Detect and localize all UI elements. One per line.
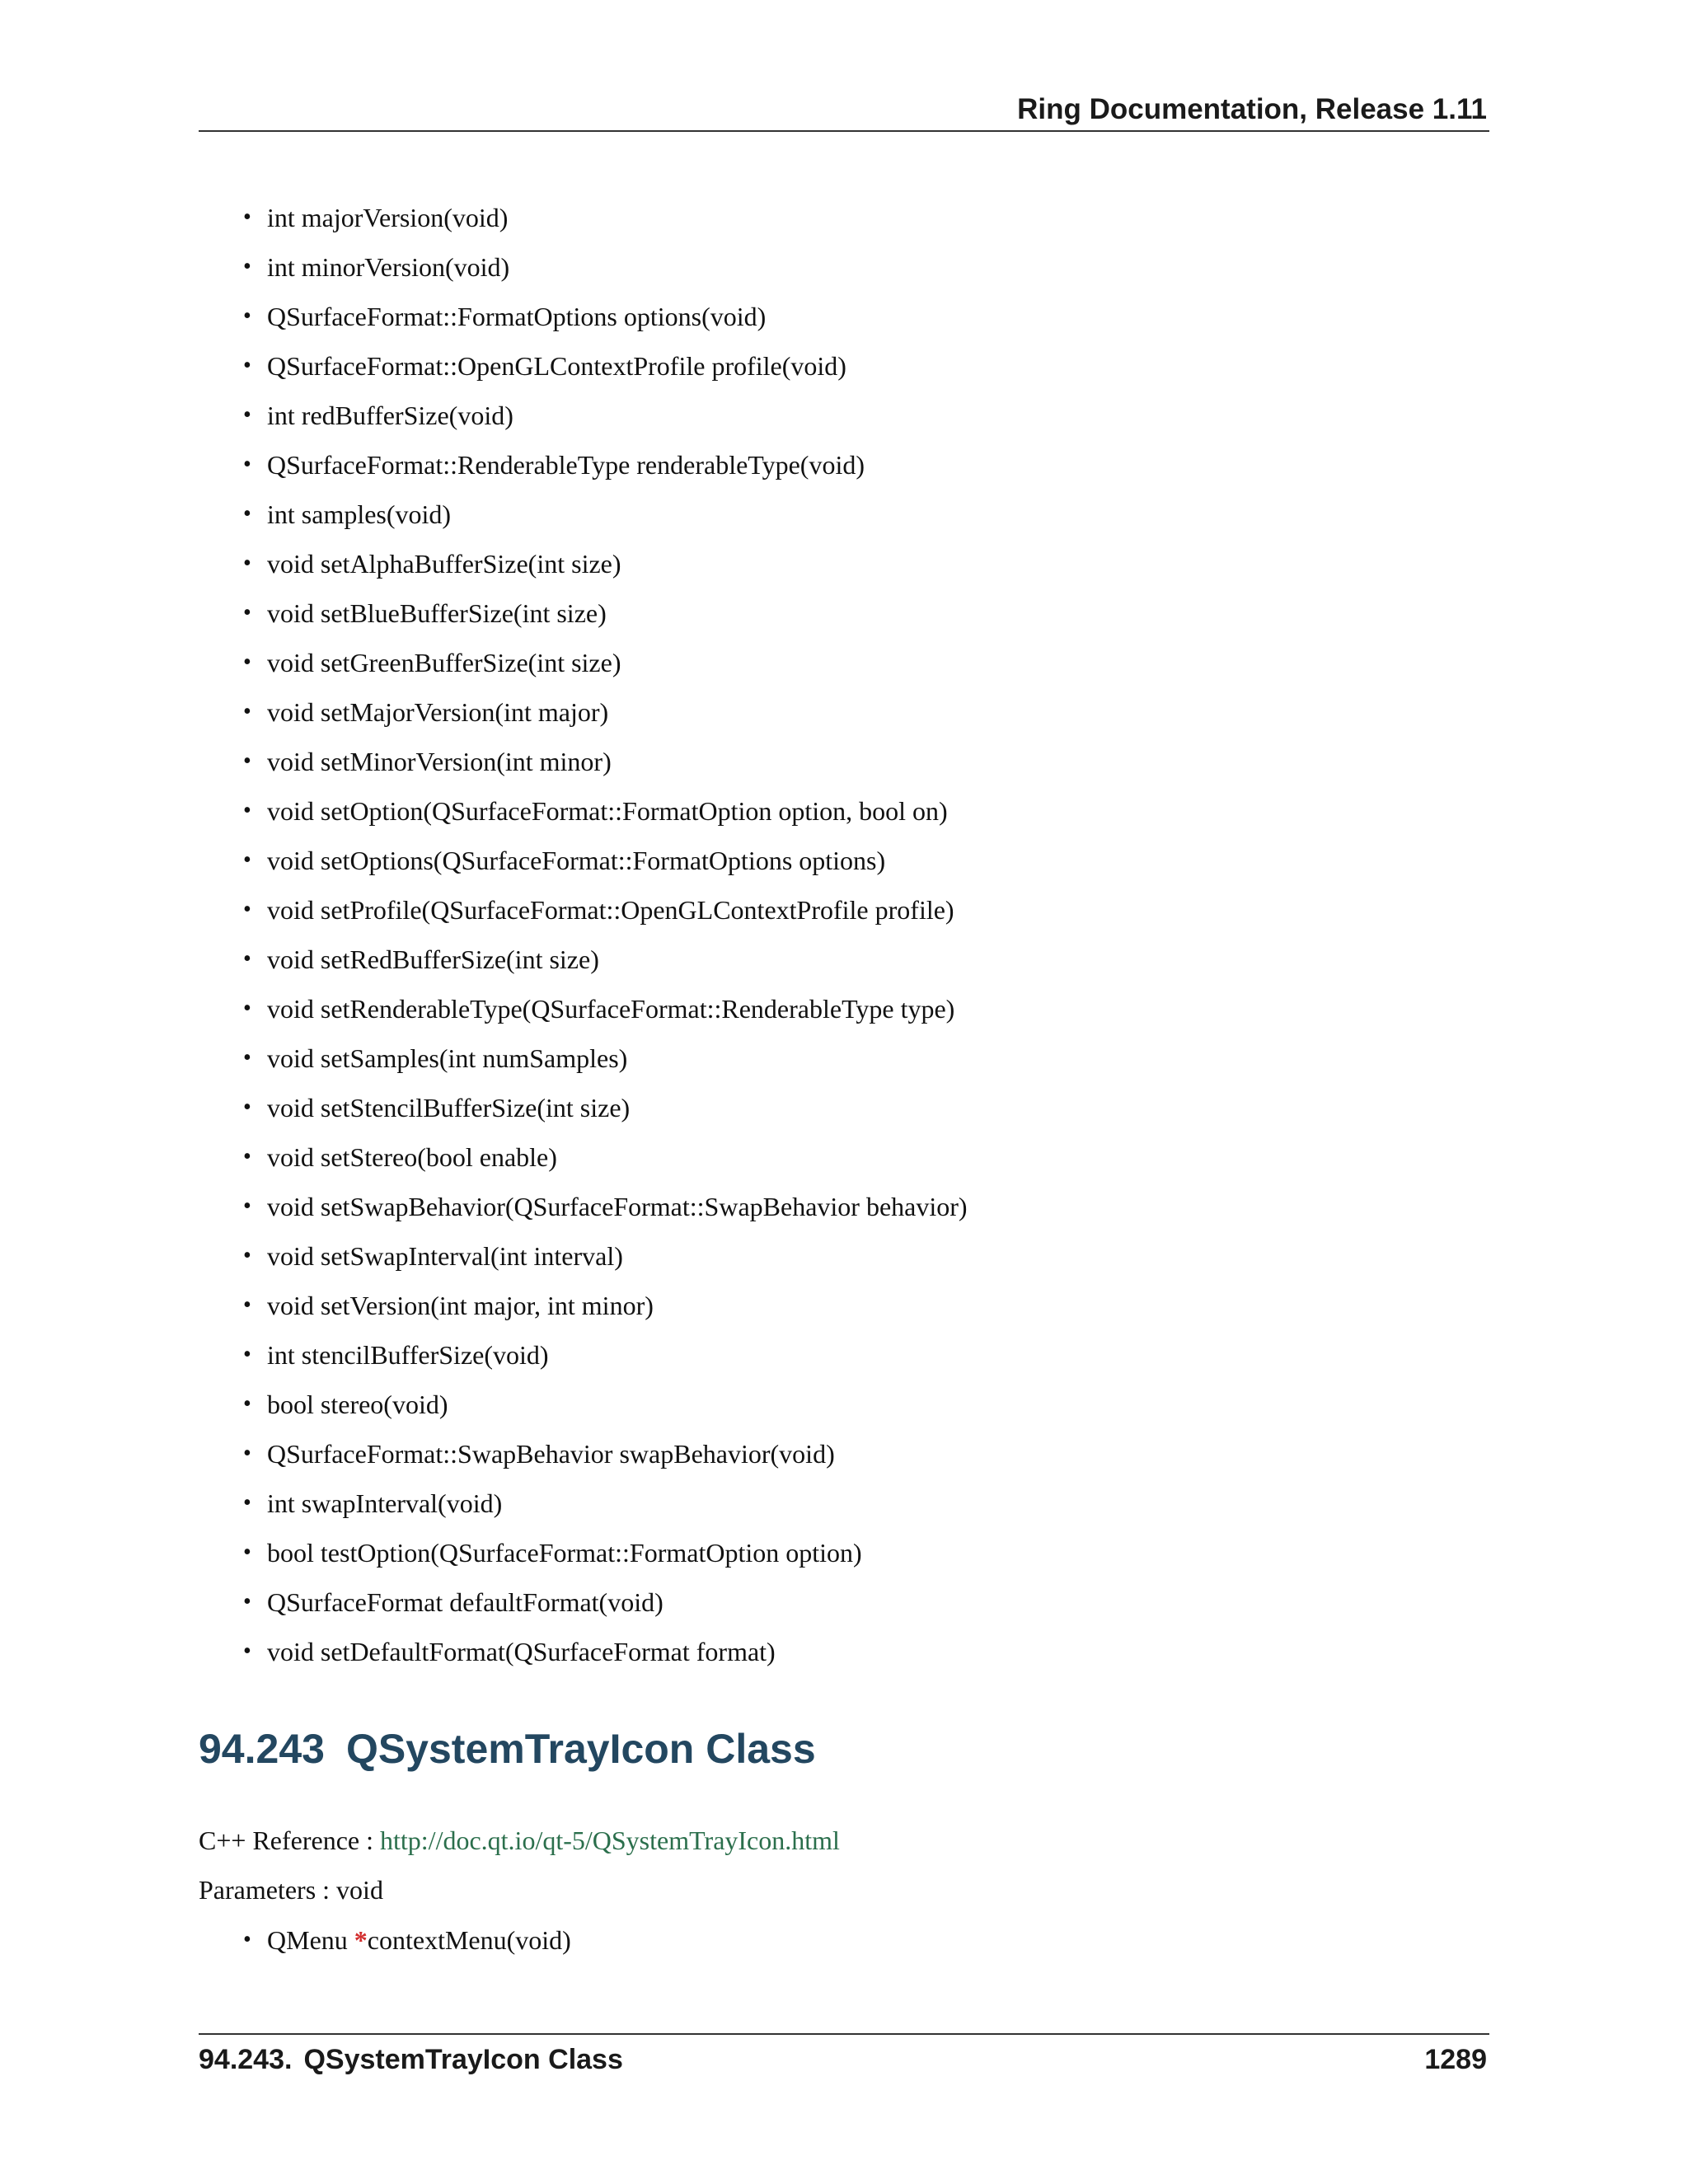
bullet-icon: • <box>243 699 251 724</box>
method-item <box>199 1038 968 1088</box>
method-signature: void setDefaultFormat(QSurfaceFormat format) <box>267 1637 776 1666</box>
cpp-reference <box>199 1822 840 1858</box>
bullet-icon: • <box>243 798 251 823</box>
pointer-star: * <box>354 1925 368 1955</box>
method-signature: int minorVersion(void) <box>267 252 510 282</box>
method-item <box>199 791 968 841</box>
method-item <box>199 445 968 494</box>
bullet-icon: • <box>243 254 251 279</box>
method-item <box>199 593 968 643</box>
method-item <box>199 940 968 989</box>
method-signature: QSurfaceFormat::OpenGLContextProfile profile(void) <box>267 351 846 381</box>
method-item <box>199 1533 968 1582</box>
bullet-icon: • <box>243 1292 251 1318</box>
method-signature: int majorVersion(void) <box>267 203 509 232</box>
cpp-reference-label: C++ Reference : <box>199 1825 380 1855</box>
method-item <box>199 297 968 346</box>
method-item <box>199 1088 968 1137</box>
bullet-icon: • <box>243 1094 251 1120</box>
bullet-icon: • <box>243 1144 251 1169</box>
method-signature: void setRedBufferSize(int size) <box>267 944 599 974</box>
bullet-icon: • <box>243 1589 251 1615</box>
class-method-item <box>199 1920 571 1970</box>
class-method-list <box>199 1920 571 1970</box>
method-signature: bool stereo(void) <box>267 1390 448 1419</box>
method-signature: QSurfaceFormat defaultFormat(void) <box>267 1587 663 1617</box>
bullet-icon: • <box>243 501 251 527</box>
method-item <box>199 1632 968 1681</box>
method-signature: void setAlphaBufferSize(int size) <box>267 549 621 579</box>
header-divider <box>199 130 1489 132</box>
method-item <box>199 396 968 445</box>
footer-section <box>199 2042 623 2077</box>
method-item <box>199 643 968 692</box>
bullet-icon: • <box>243 847 251 873</box>
method-signature: void setMajorVersion(int major) <box>267 697 609 727</box>
footer-section-title: QSystemTrayIcon Class <box>303 2044 623 2075</box>
bullet-icon: • <box>243 1342 251 1367</box>
method-item <box>199 692 968 742</box>
method-signature: void setBlueBufferSize(int size) <box>267 598 607 628</box>
method-signature: QSurfaceFormat::RenderableType renderableType(void) <box>267 450 865 480</box>
method-signature: int swapInterval(void) <box>267 1488 503 1518</box>
bullet-icon: • <box>243 600 251 626</box>
bullet-icon: • <box>243 551 251 576</box>
method-item <box>199 1434 968 1483</box>
bullet-icon: • <box>243 996 251 1021</box>
method-signature: void setRenderableType(QSurfaceFormat::RenderableType type) <box>267 994 955 1024</box>
method-item <box>199 1286 968 1335</box>
method-signature: void setMinorVersion(int minor) <box>267 747 612 776</box>
bullet-icon: • <box>243 1243 251 1268</box>
method-signature: void setGreenBufferSize(int size) <box>267 648 621 677</box>
method-signature: void setVersion(int major, int minor) <box>267 1291 654 1320</box>
method-item <box>199 742 968 791</box>
bullet-icon: • <box>243 897 251 922</box>
bullet-icon: • <box>243 1045 251 1071</box>
cpp-reference-link[interactable]: http://doc.qt.io/qt-5/QSystemTrayIcon.html <box>380 1825 840 1855</box>
method-item <box>199 1582 968 1632</box>
method-signature: void setOption(QSurfaceFormat::FormatOption option, bool on) <box>267 796 948 826</box>
bullet-icon: • <box>243 1540 251 1565</box>
method-item <box>199 247 968 297</box>
bullet-icon: • <box>243 1441 251 1466</box>
method-signature: void setProfile(QSurfaceFormat::OpenGLContextProfile profile) <box>267 895 954 925</box>
method-signature: void setOptions(QSurfaceFormat::FormatOptions options) <box>267 846 886 875</box>
method-signature: void setSamples(int numSamples) <box>267 1043 628 1073</box>
method-item <box>199 890 968 940</box>
bullet-icon: • <box>243 649 251 675</box>
method-list <box>199 198 968 1681</box>
method-item <box>199 494 968 544</box>
method-item <box>199 346 968 396</box>
page-number: 1289 <box>1424 2044 1487 2075</box>
method-name: contextMenu(void) <box>367 1925 571 1955</box>
bullet-icon: • <box>243 1391 251 1417</box>
footer-section-number: 94.243. <box>199 2044 293 2075</box>
method-signature: void setStencilBufferSize(int size) <box>267 1093 631 1122</box>
bullet-icon: • <box>243 1490 251 1516</box>
section-title: QSystemTrayIcon Class <box>345 1726 816 1772</box>
method-item <box>199 198 968 247</box>
running-header-title: Ring Documentation, Release 1.11 <box>1017 93 1487 125</box>
section-number: 94.243 <box>199 1726 325 1772</box>
bullet-icon: • <box>243 1927 251 1952</box>
method-item <box>199 1483 968 1533</box>
bullet-icon: • <box>243 204 251 230</box>
method-signature: int stencilBufferSize(void) <box>267 1340 549 1370</box>
bullet-icon: • <box>243 303 251 329</box>
method-signature: bool testOption(QSurfaceFormat::FormatOption option) <box>267 1538 862 1568</box>
parameters-line: Parameters : void <box>199 1875 383 1905</box>
method-item <box>199 1187 968 1236</box>
bullet-icon: • <box>243 353 251 378</box>
method-item <box>199 544 968 593</box>
method-item <box>199 1385 968 1434</box>
footer-divider <box>199 2033 1489 2035</box>
method-signature: QSurfaceFormat::SwapBehavior swapBehavior(void) <box>267 1439 835 1469</box>
bullet-icon: • <box>243 1193 251 1219</box>
bullet-icon: • <box>243 946 251 972</box>
method-item <box>199 1236 968 1286</box>
method-item <box>199 841 968 890</box>
method-item <box>199 1137 968 1187</box>
method-signature: QSurfaceFormat::FormatOptions options(void) <box>267 302 767 331</box>
method-item <box>199 1335 968 1385</box>
bullet-icon: • <box>243 402 251 428</box>
method-item <box>199 989 968 1038</box>
method-signature: void setStereo(bool enable) <box>267 1142 557 1172</box>
method-signature: int redBufferSize(void) <box>267 401 513 430</box>
return-type: QMenu <box>267 1925 354 1955</box>
bullet-icon: • <box>243 748 251 774</box>
method-signature: void setSwapBehavior(QSurfaceFormat::SwapBehavior behavior) <box>267 1192 968 1221</box>
method-signature: int samples(void) <box>267 499 452 529</box>
bullet-icon: • <box>243 452 251 477</box>
section-heading <box>199 1724 816 1774</box>
bullet-icon: • <box>243 1638 251 1664</box>
method-signature: void setSwapInterval(int interval) <box>267 1241 623 1271</box>
